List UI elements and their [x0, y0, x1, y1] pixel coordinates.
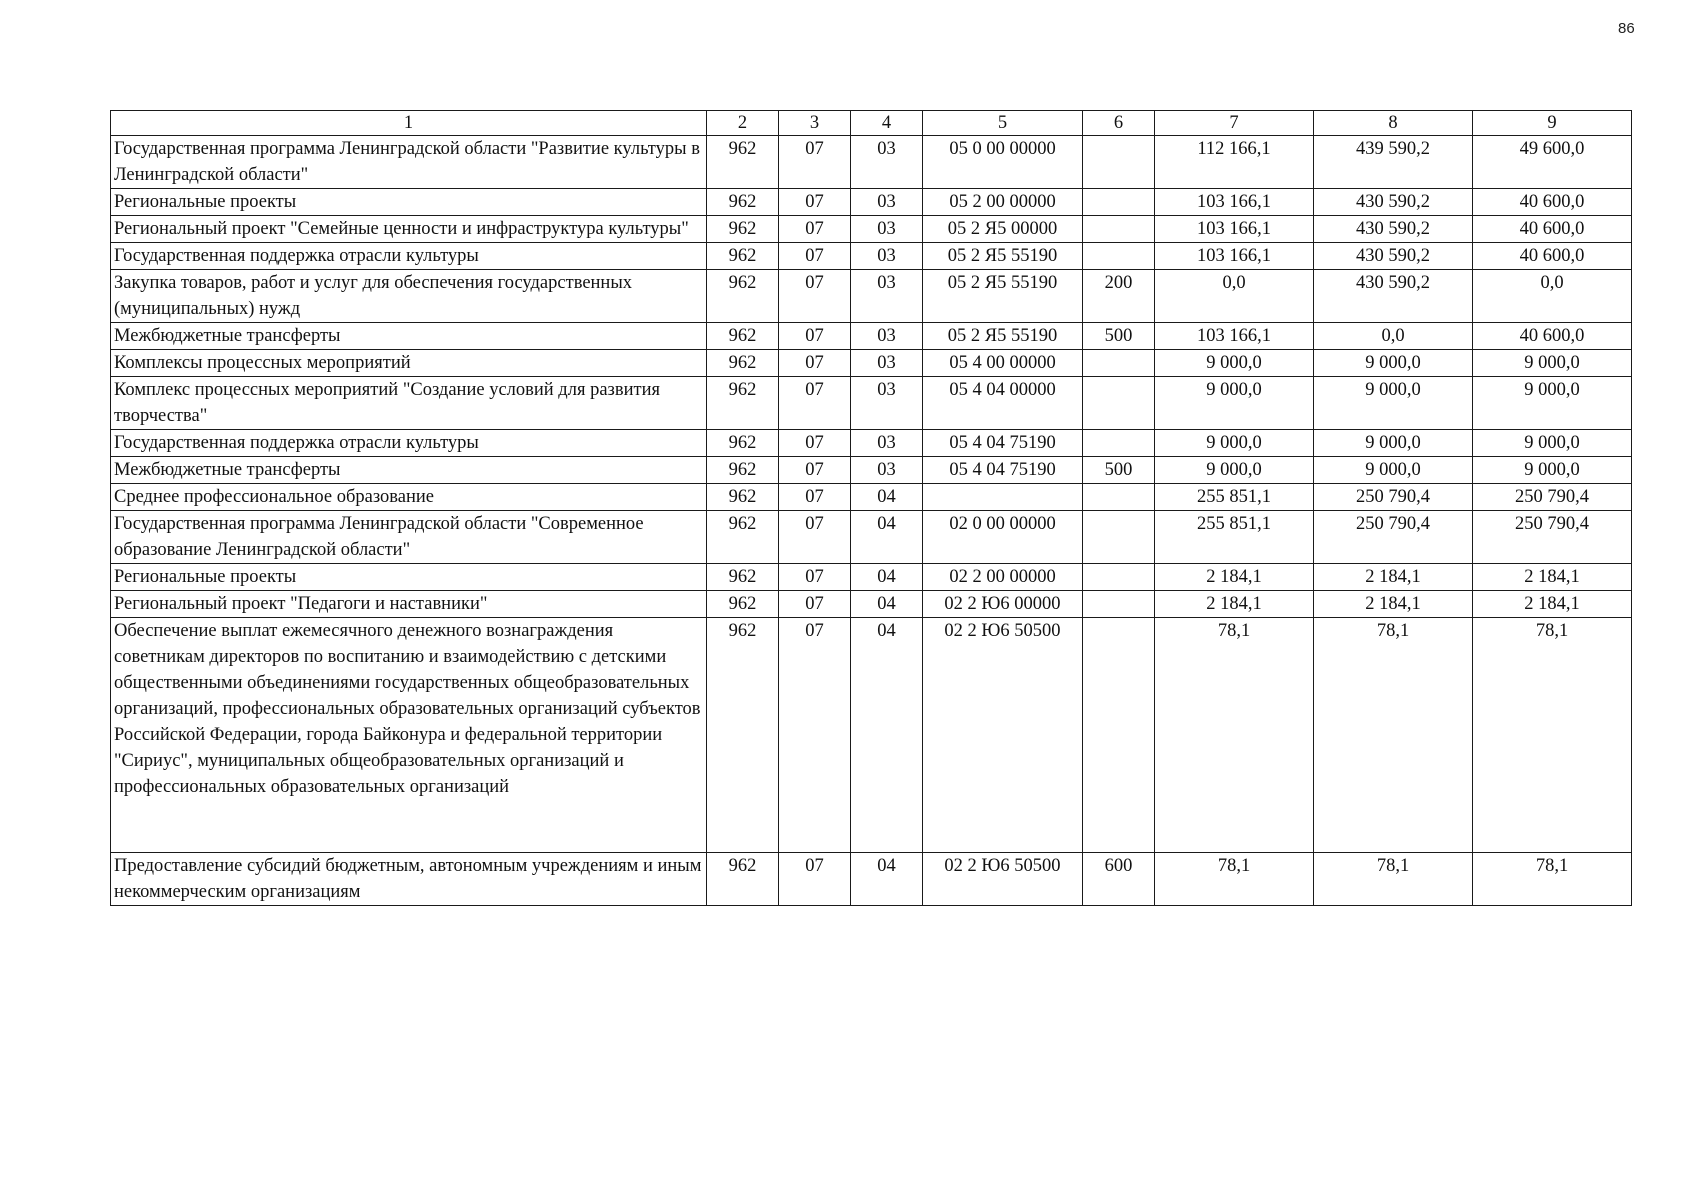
row-target-article: 02 2 Ю6 00000 — [923, 591, 1083, 618]
row-grbs: 962 — [707, 377, 779, 430]
row-expense-type: 600 — [1083, 853, 1155, 906]
row-amount-col9: 78,1 — [1473, 618, 1632, 853]
row-section: 07 — [779, 270, 851, 323]
row-name: Региональные проекты — [111, 564, 707, 591]
row-expense-type — [1083, 484, 1155, 511]
row-grbs: 962 — [707, 270, 779, 323]
row-amount-col8: 430 590,2 — [1314, 216, 1473, 243]
row-amount-col9: 40 600,0 — [1473, 216, 1632, 243]
row-name: Межбюджетные трансферты — [111, 323, 707, 350]
row-name: Предоставление субсидий бюджетным, автономным учреждениям и иным некоммерческим организациям — [111, 853, 707, 906]
col-header: 2 — [707, 111, 779, 136]
row-target-article: 05 4 00 00000 — [923, 350, 1083, 377]
row-section: 07 — [779, 484, 851, 511]
col-header: 7 — [1155, 111, 1314, 136]
row-target-article: 02 2 00 00000 — [923, 564, 1083, 591]
row-name: Государственная поддержка отрасли культуры — [111, 430, 707, 457]
col-header: 1 — [111, 111, 707, 136]
row-expense-type: 500 — [1083, 457, 1155, 484]
row-amount-col8: 430 590,2 — [1314, 189, 1473, 216]
row-amount-col7: 103 166,1 — [1155, 216, 1314, 243]
row-section: 07 — [779, 216, 851, 243]
row-grbs: 962 — [707, 243, 779, 270]
table-row — [111, 484, 1632, 511]
row-amount-col7: 255 851,1 — [1155, 484, 1314, 511]
row-subsection: 03 — [851, 430, 923, 457]
table-row — [111, 430, 1632, 457]
row-section: 07 — [779, 136, 851, 189]
row-target-article: 05 2 Я5 55190 — [923, 243, 1083, 270]
row-section: 07 — [779, 350, 851, 377]
row-amount-col8: 430 590,2 — [1314, 270, 1473, 323]
table-row — [111, 243, 1632, 270]
row-amount-col7: 112 166,1 — [1155, 136, 1314, 189]
row-subsection: 03 — [851, 216, 923, 243]
row-amount-col8: 250 790,4 — [1314, 511, 1473, 564]
table-row — [111, 591, 1632, 618]
row-amount-col9: 9 000,0 — [1473, 350, 1632, 377]
row-amount-col7: 9 000,0 — [1155, 430, 1314, 457]
row-expense-type: 500 — [1083, 323, 1155, 350]
row-amount-col8: 9 000,0 — [1314, 457, 1473, 484]
row-amount-col8: 2 184,1 — [1314, 564, 1473, 591]
table-row — [111, 564, 1632, 591]
row-amount-col7: 2 184,1 — [1155, 564, 1314, 591]
col-header: 5 — [923, 111, 1083, 136]
row-target-article: 02 2 Ю6 50500 — [923, 853, 1083, 906]
row-grbs: 962 — [707, 564, 779, 591]
row-subsection: 03 — [851, 350, 923, 377]
row-amount-col7: 9 000,0 — [1155, 457, 1314, 484]
row-target-article: 02 0 00 00000 — [923, 511, 1083, 564]
row-amount-col8: 430 590,2 — [1314, 243, 1473, 270]
row-amount-col9: 250 790,4 — [1473, 484, 1632, 511]
row-amount-col9: 9 000,0 — [1473, 457, 1632, 484]
table-row — [111, 136, 1632, 189]
table-row — [111, 457, 1632, 484]
table-row — [111, 377, 1632, 430]
row-amount-col9: 40 600,0 — [1473, 323, 1632, 350]
row-amount-col7: 103 166,1 — [1155, 323, 1314, 350]
row-amount-col9: 49 600,0 — [1473, 136, 1632, 189]
table-row — [111, 323, 1632, 350]
row-subsection: 03 — [851, 189, 923, 216]
row-expense-type: 200 — [1083, 270, 1155, 323]
row-subsection: 04 — [851, 853, 923, 906]
row-expense-type — [1083, 564, 1155, 591]
row-target-article: 05 0 00 00000 — [923, 136, 1083, 189]
row-grbs: 962 — [707, 350, 779, 377]
row-amount-col8: 0,0 — [1314, 323, 1473, 350]
col-header: 3 — [779, 111, 851, 136]
row-name: Региональный проект "Педагоги и наставники" — [111, 591, 707, 618]
row-section: 07 — [779, 243, 851, 270]
row-target-article: 05 2 Я5 00000 — [923, 216, 1083, 243]
table-row — [111, 216, 1632, 243]
row-target-article: 02 2 Ю6 50500 — [923, 618, 1083, 853]
row-grbs: 962 — [707, 457, 779, 484]
row-grbs: 962 — [707, 323, 779, 350]
row-subsection: 03 — [851, 457, 923, 484]
row-amount-col7: 103 166,1 — [1155, 189, 1314, 216]
row-subsection: 03 — [851, 377, 923, 430]
table-row — [111, 511, 1632, 564]
row-expense-type — [1083, 189, 1155, 216]
row-expense-type — [1083, 243, 1155, 270]
row-amount-col7: 2 184,1 — [1155, 591, 1314, 618]
row-amount-col9: 40 600,0 — [1473, 243, 1632, 270]
row-grbs: 962 — [707, 484, 779, 511]
row-amount-col8: 9 000,0 — [1314, 430, 1473, 457]
table-body — [111, 136, 1632, 906]
row-amount-col8: 78,1 — [1314, 618, 1473, 853]
row-name: Среднее профессиональное образование — [111, 484, 707, 511]
row-name: Комплексы процессных мероприятий — [111, 350, 707, 377]
row-amount-col9: 2 184,1 — [1473, 564, 1632, 591]
row-expense-type — [1083, 377, 1155, 430]
col-header: 8 — [1314, 111, 1473, 136]
row-subsection: 04 — [851, 591, 923, 618]
row-amount-col7: 255 851,1 — [1155, 511, 1314, 564]
row-expense-type — [1083, 350, 1155, 377]
row-name: Межбюджетные трансферты — [111, 457, 707, 484]
row-name: Обеспечение выплат ежемесячного денежного вознаграждения советникам директоров по воспитанию и взаимодействию с детскими общественными объединениями государственных общеобразовательных организаций, профессиональных образовательных организаций субъектов Российской Федерации, города Байконура и федеральной территории "Сириус", муниципальных общеобразовательных организаций и профессиональных образовательных организаций — [111, 618, 707, 853]
col-header: 9 — [1473, 111, 1632, 136]
row-amount-col9: 2 184,1 — [1473, 591, 1632, 618]
row-section: 07 — [779, 564, 851, 591]
row-grbs: 962 — [707, 511, 779, 564]
row-amount-col7: 9 000,0 — [1155, 377, 1314, 430]
row-section: 07 — [779, 591, 851, 618]
row-section: 07 — [779, 853, 851, 906]
row-name: Государственная программа Ленинградской области "Современное образование Ленинградской области" — [111, 511, 707, 564]
row-amount-col9: 0,0 — [1473, 270, 1632, 323]
row-subsection: 04 — [851, 511, 923, 564]
row-subsection: 03 — [851, 243, 923, 270]
row-amount-col8: 78,1 — [1314, 853, 1473, 906]
row-name: Государственная программа Ленинградской области "Развитие культуры в Ленинградской области" — [111, 136, 707, 189]
page-number: 86 — [1618, 20, 1635, 37]
row-amount-col9: 40 600,0 — [1473, 189, 1632, 216]
row-section: 07 — [779, 377, 851, 430]
row-grbs: 962 — [707, 618, 779, 853]
row-subsection: 03 — [851, 270, 923, 323]
row-grbs: 962 — [707, 216, 779, 243]
row-amount-col7: 103 166,1 — [1155, 243, 1314, 270]
table-row — [111, 270, 1632, 323]
row-amount-col7: 0,0 — [1155, 270, 1314, 323]
budget-table — [110, 110, 1632, 906]
row-amount-col9: 78,1 — [1473, 853, 1632, 906]
row-expense-type — [1083, 618, 1155, 853]
row-target-article: 05 2 00 00000 — [923, 189, 1083, 216]
row-target-article: 05 4 04 75190 — [923, 430, 1083, 457]
table-row — [111, 853, 1632, 906]
row-section: 07 — [779, 618, 851, 853]
row-expense-type — [1083, 511, 1155, 564]
row-subsection: 03 — [851, 323, 923, 350]
row-section: 07 — [779, 189, 851, 216]
col-header: 4 — [851, 111, 923, 136]
row-grbs: 962 — [707, 136, 779, 189]
row-target-article: 05 2 Я5 55190 — [923, 323, 1083, 350]
row-grbs: 962 — [707, 853, 779, 906]
row-subsection: 04 — [851, 484, 923, 511]
table-row — [111, 618, 1632, 853]
row-subsection: 04 — [851, 564, 923, 591]
row-name: Закупка товаров, работ и услуг для обеспечения государственных (муниципальных) нужд — [111, 270, 707, 323]
row-expense-type — [1083, 591, 1155, 618]
row-amount-col9: 9 000,0 — [1473, 377, 1632, 430]
row-name: Государственная поддержка отрасли культуры — [111, 243, 707, 270]
row-amount-col8: 250 790,4 — [1314, 484, 1473, 511]
row-target-article — [923, 484, 1083, 511]
row-subsection: 04 — [851, 618, 923, 853]
row-target-article: 05 4 04 00000 — [923, 377, 1083, 430]
row-name: Комплекс процессных мероприятий "Создание условий для развития творчества" — [111, 377, 707, 430]
table-row — [111, 350, 1632, 377]
row-amount-col8: 439 590,2 — [1314, 136, 1473, 189]
row-target-article: 05 4 04 75190 — [923, 457, 1083, 484]
row-grbs: 962 — [707, 189, 779, 216]
row-subsection: 03 — [851, 136, 923, 189]
row-section: 07 — [779, 430, 851, 457]
row-amount-col9: 9 000,0 — [1473, 430, 1632, 457]
row-amount-col7: 78,1 — [1155, 853, 1314, 906]
row-amount-col8: 2 184,1 — [1314, 591, 1473, 618]
col-header: 6 — [1083, 111, 1155, 136]
column-number-row — [111, 111, 1632, 136]
row-amount-col9: 250 790,4 — [1473, 511, 1632, 564]
row-amount-col7: 78,1 — [1155, 618, 1314, 853]
row-name: Региональный проект "Семейные ценности и инфраструктура культуры" — [111, 216, 707, 243]
row-amount-col7: 9 000,0 — [1155, 350, 1314, 377]
row-target-article: 05 2 Я5 55190 — [923, 270, 1083, 323]
row-section: 07 — [779, 511, 851, 564]
row-grbs: 962 — [707, 591, 779, 618]
table-row — [111, 189, 1632, 216]
row-expense-type — [1083, 430, 1155, 457]
row-expense-type — [1083, 216, 1155, 243]
row-section: 07 — [779, 457, 851, 484]
row-section: 07 — [779, 323, 851, 350]
row-amount-col8: 9 000,0 — [1314, 377, 1473, 430]
row-name: Региональные проекты — [111, 189, 707, 216]
row-amount-col8: 9 000,0 — [1314, 350, 1473, 377]
row-expense-type — [1083, 136, 1155, 189]
row-grbs: 962 — [707, 430, 779, 457]
